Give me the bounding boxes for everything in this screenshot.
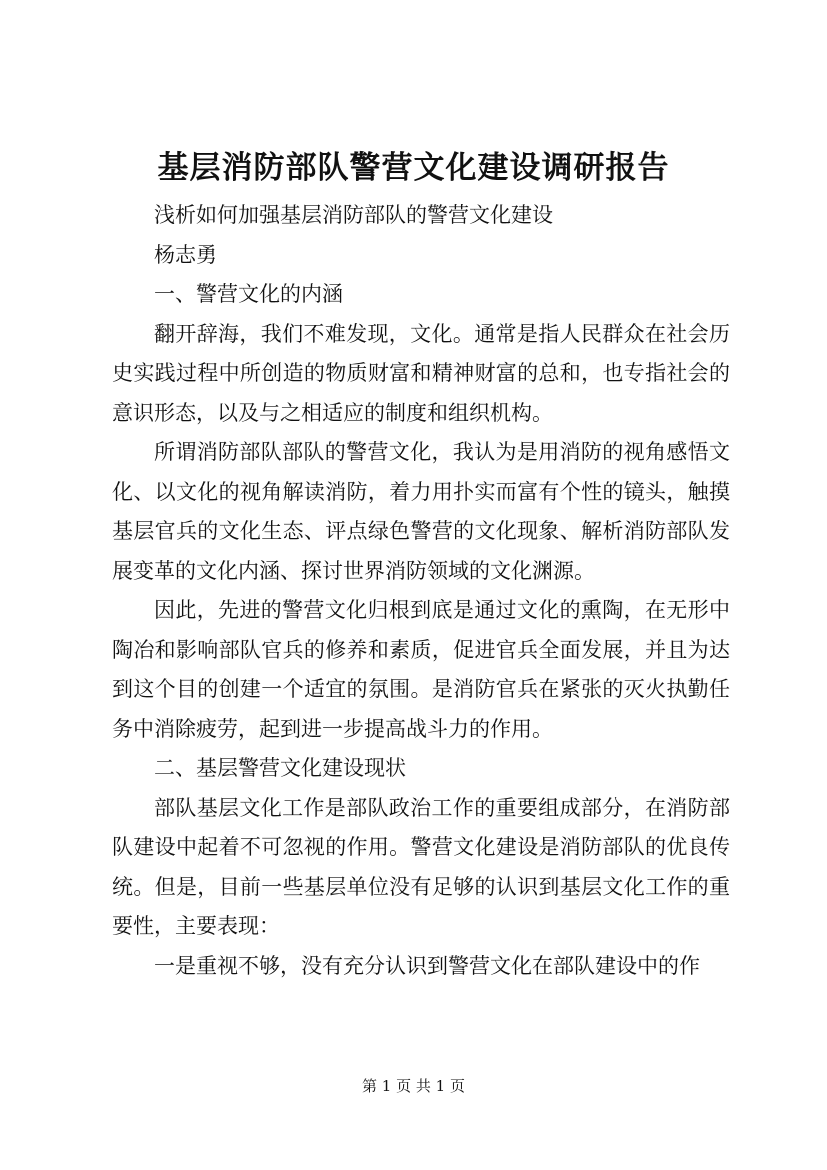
section-heading-2: 二、基层警营文化建设现状 [154, 756, 406, 780]
subtitle-paragraph: 浅析如何加强基层消防部队的警营文化建设 [154, 203, 553, 227]
body-paragraph: 所谓消防部队部队的警营文化，我认为是用消防的视角感悟文化、以文化的视角解读消防，着力用扑实而富有个性的镜头，触摸基层官兵的文化生态、评点绿色警营的文化现象、解析消防部队发展变革的文化内涵、探讨世界消防领域的文化渊源。 [112, 440, 730, 583]
body-paragraph: 翻开辞海，我们不难发现，文化。通常是指人民群众在社会历史实践过程中所创造的物质财富和精神财富的总和，也专指社会的意识形态，以及与之相适应的制度和组织机构。 [112, 321, 730, 425]
author-paragraph: 杨志勇 [154, 242, 217, 267]
page-number-footer: 第 1 页 共 1 页 [362, 1077, 465, 1095]
body-paragraph: 部队基层文化工作是部队政治工作的重要组成部分，在消防部队建设中起着不可忽视的作用。警营文化建设是消防部队的优良传统。但是，目前一些基层单位没有足够的认识到基层文化工作的重要性，主要表现： [112, 795, 730, 938]
document-body [112, 196, 730, 986]
document-title: 基层消防部队警营文化建设调研报告 [157, 150, 670, 186]
body-paragraph: 一是重视不够，没有充分认识到警营文化在部队建设中的作 [154, 953, 700, 978]
section-heading-1: 一、警营文化的内涵 [154, 282, 343, 306]
body-paragraph: 因此，先进的警营文化归根到底是通过文化的熏陶，在无形中陶冶和影响部队官兵的修养和素质，促进官兵全面发展，并且为达到这个目的创建一个适宜的氛围。是消防官兵在紧张的灭火执勤任务中消除疲劳，起到进一步提高战斗力的作用。 [112, 598, 730, 741]
